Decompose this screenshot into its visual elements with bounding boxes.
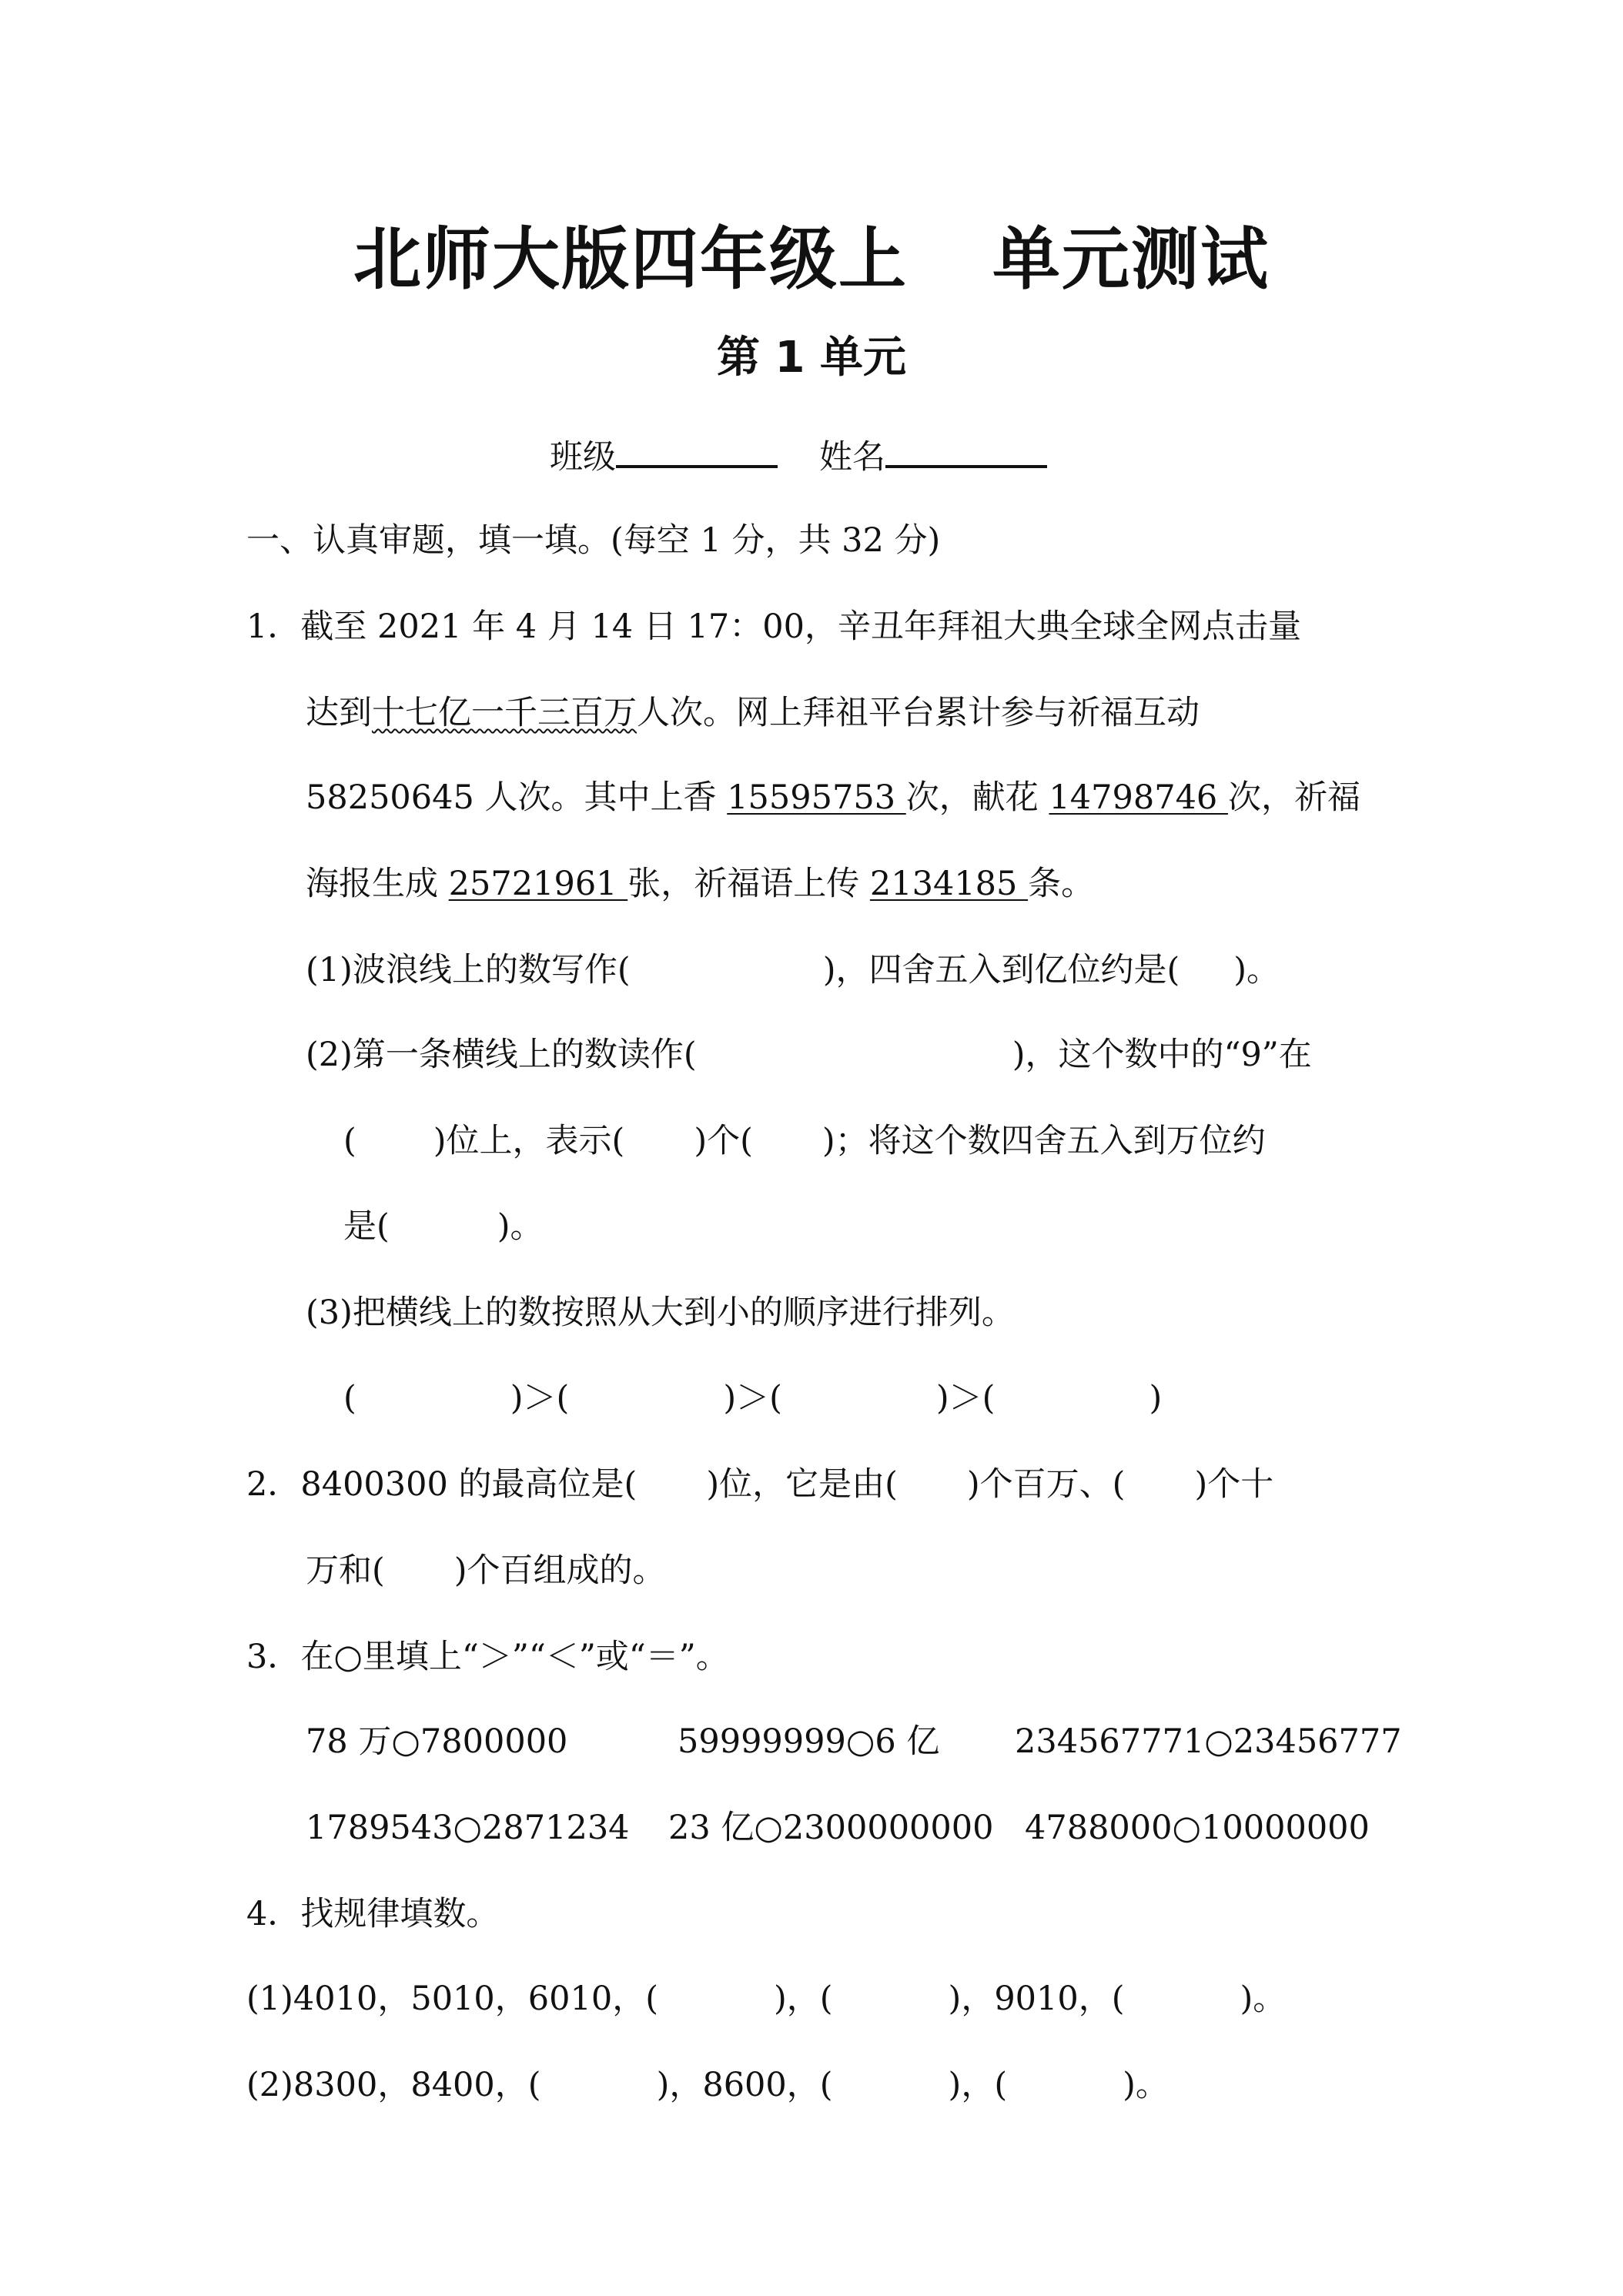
underlined-number-posters: 25721961	[448, 865, 628, 903]
compare-item[interactable]: 59999999○6 亿	[678, 1722, 940, 1761]
q4-number: 4．	[246, 1895, 301, 1933]
q4-s2-text-d: )。	[1123, 2066, 1169, 2104]
q4-s1-text-b: )，(	[773, 1980, 833, 2018]
q1-p2-l2-text-a: (	[343, 1122, 356, 1160]
q1-text-1: 截至 2021 年 4 月 14 日 17：00，辛丑年拜祖大典全球全网点击量	[300, 607, 1301, 646]
compare-item[interactable]: 78 万○7800000	[306, 1722, 568, 1761]
q1-p2-text-a: (2)第一条横线上的数读作(	[306, 1036, 697, 1074]
q1-text-4b: 张，祈福语上传	[627, 865, 870, 903]
q2-text-e: 万和(	[306, 1551, 385, 1590]
q1-p1-text-c: )。	[1233, 951, 1280, 989]
underlined-number-incense: 15595753	[727, 778, 906, 817]
q4-sequence-1	[246, 1976, 1286, 2022]
compare-item[interactable]: 23 亿○2300000000	[668, 1809, 994, 1847]
title-right: 单元测试	[992, 219, 1270, 299]
q4-sequence-2	[246, 2062, 1169, 2108]
q1-part-3-ordering	[343, 1375, 1162, 1421]
q1-part-2-line-3	[343, 1203, 544, 1250]
q1-p1-text-a: (1)波浪线上的数写作(	[306, 951, 631, 989]
q1-text-3c: 次，祈福	[1227, 778, 1360, 817]
q1-p2-l2-text-b: )位上，表示(	[433, 1122, 625, 1160]
q4-heading	[246, 1891, 499, 1937]
q1-line-2	[306, 690, 1200, 736]
underlined-number-messages: 2134185	[869, 865, 1029, 903]
q1-line-4	[306, 861, 1094, 907]
q2-text-f: )个百组成的。	[453, 1551, 666, 1590]
q1-text-2b: 人次。网上拜祖平台累计参与祈福互动	[637, 694, 1200, 732]
q1-p2-l2-text-c: )个(	[694, 1122, 753, 1160]
name-label: 姓名	[819, 438, 885, 477]
q1-p2-l3-text-b: )。	[497, 1207, 544, 1246]
q2-text-d: )个十	[1194, 1465, 1274, 1504]
student-info-row	[550, 431, 1047, 480]
q4-s1-text-c: )，9010，(	[948, 1980, 1125, 2018]
q2-number: 2．	[246, 1465, 301, 1504]
q1-line-1	[246, 604, 1301, 650]
q1-line-3	[306, 775, 1360, 821]
order-paren-close: )	[1149, 1379, 1163, 1417]
q3-number: 3．	[246, 1638, 301, 1676]
q1-part-1	[306, 947, 1280, 993]
class-label: 班级	[550, 438, 616, 477]
q4-s2-text-b: )，8600，(	[656, 2066, 833, 2104]
order-separator-1: )＞(	[510, 1379, 570, 1417]
unit-subtitle: 第 1 单元	[717, 333, 906, 383]
class-blank[interactable]	[616, 431, 778, 468]
underlined-number-flowers: 14798746	[1049, 778, 1228, 817]
q1-p2-l3-text-a: 是(	[343, 1207, 390, 1246]
compare-item[interactable]: 234567771○23456777	[1015, 1722, 1402, 1761]
order-separator-2: )＞(	[723, 1379, 782, 1417]
q1-text-4a: 海报生成	[306, 865, 449, 903]
q1-text-3b: 次，献花	[905, 778, 1049, 817]
order-paren-open: (	[343, 1379, 356, 1417]
q2-line-1	[246, 1461, 1273, 1508]
q4-s1-text-d: )。	[1240, 1980, 1287, 2018]
q1-part-3: (3)把横线上的数按照从大到小的顺序进行排列。	[306, 1294, 1015, 1332]
q1-p2-text-b: )，这个数中的“9”在	[1012, 1036, 1312, 1074]
q4-s2-text-c: )，(	[948, 2066, 1008, 2104]
order-separator-3: )＞(	[935, 1379, 996, 1417]
q1-text-3a: 58250645 人次。其中上香	[306, 778, 728, 817]
name-blank[interactable]	[885, 431, 1047, 468]
q4-s2-text-a: (2)8300，8400，(	[246, 2066, 541, 2104]
q3-instruction: 在○里填上“＞”“＜”或“＝”。	[300, 1638, 729, 1676]
compare-item[interactable]: 4788000○10000000	[1025, 1809, 1370, 1847]
q4-instruction: 找规律填数。	[300, 1895, 500, 1933]
q4-s1-text-a: (1)4010，5010，6010，(	[246, 1980, 658, 2018]
compare-item[interactable]: 1789543○2871234	[306, 1809, 630, 1847]
q3-heading	[246, 1634, 729, 1680]
title-left: 北师大版四年级上	[353, 219, 908, 299]
q2-text-c: )个百万、(	[966, 1465, 1126, 1504]
q2-line-2	[306, 1548, 666, 1594]
q2-text-a: 8400300 的最高位是(	[300, 1465, 637, 1504]
q1-part-2	[306, 1032, 1312, 1078]
q1-part-2-line-2	[343, 1118, 1266, 1164]
wavy-number: 十七亿一千三百万	[372, 694, 637, 732]
page-title	[0, 217, 1623, 302]
section-heading: 一、认真审题，填一填。(每空 1 分，共 32 分)	[246, 521, 941, 560]
q1-number: 1．	[246, 607, 301, 646]
q1-text-2a: 达到	[306, 694, 372, 732]
q1-p2-l2-text-d: )；将这个数四舍五入到万位约	[822, 1122, 1266, 1160]
q2-text-b: )位，它是由(	[706, 1465, 898, 1504]
q1-p1-text-b: )，四舍五入到亿位约是(	[822, 951, 1180, 989]
q1-text-4c: 条。	[1028, 865, 1095, 903]
